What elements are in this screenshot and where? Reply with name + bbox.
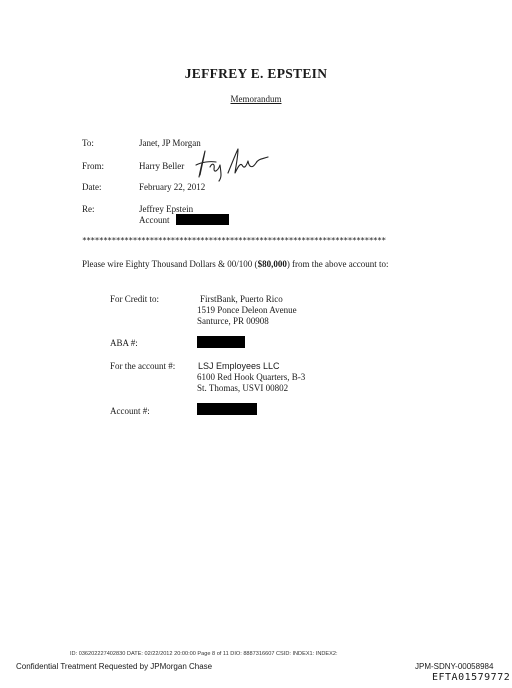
date-value: February 22, 2012 <box>139 182 206 192</box>
from-label: From: <box>82 161 105 171</box>
credit-label: For Credit to: <box>110 294 159 304</box>
re-label: Re: <box>82 204 95 214</box>
account-for-line2: 6100 Red Hook Quarters, B-3 <box>197 372 306 382</box>
credit-line3: Santurce, PR 00908 <box>197 316 269 326</box>
date-label: Date: <box>82 182 102 192</box>
redaction-box <box>197 336 245 348</box>
re-line1: Jeffrey Epstein <box>139 204 194 214</box>
asterisk-separator: ************************************************************************ <box>82 236 386 245</box>
redaction-box <box>197 403 257 415</box>
to-label: To: <box>82 138 94 148</box>
aba-label: ABA #: <box>110 338 138 348</box>
account-for-label: For the account #: <box>110 361 176 371</box>
memo-title: JEFFREY E. EPSTEIN <box>184 66 328 81</box>
from-value: Harry Beller <box>139 161 185 171</box>
bates-number: JPM-SDNY-00058984 <box>415 662 494 671</box>
account-for-line1: LSJ Employees LLC <box>198 361 280 371</box>
account-label: Account #: <box>110 406 150 416</box>
credit-line1: FirstBank, Puerto Rico <box>200 294 283 304</box>
instruction-prefix: Please wire Eighty Thousand Dollars & 00/100 ( <box>82 259 258 269</box>
to-value: Janet, JP Morgan <box>139 138 201 148</box>
instruction-suffix: ) from the above account to: <box>286 259 389 269</box>
handwritten-signature <box>192 143 272 183</box>
re-line2: Account <box>139 215 170 225</box>
memo-subtitle: Memorandum <box>230 94 282 104</box>
redaction-box <box>176 214 229 225</box>
fax-id-line: ID: 036202227402830 DATE: 02/22/2012 20:00:00 Page 8 of 11 DIO: 8887316607 CSID: INDEX1: INDEX2: <box>70 651 338 657</box>
account-for-line3: St. Thomas, USVI 00802 <box>197 383 289 393</box>
efta-number: EFTA01579772 <box>432 672 511 683</box>
instruction-amount: $80,000 <box>257 259 287 269</box>
wire-instruction <box>82 259 389 269</box>
confidential-notice: Confidential Treatment Requested by JPMorgan Chase <box>16 662 213 671</box>
credit-line2: 1519 Ponce Deleon Avenue <box>197 305 297 315</box>
